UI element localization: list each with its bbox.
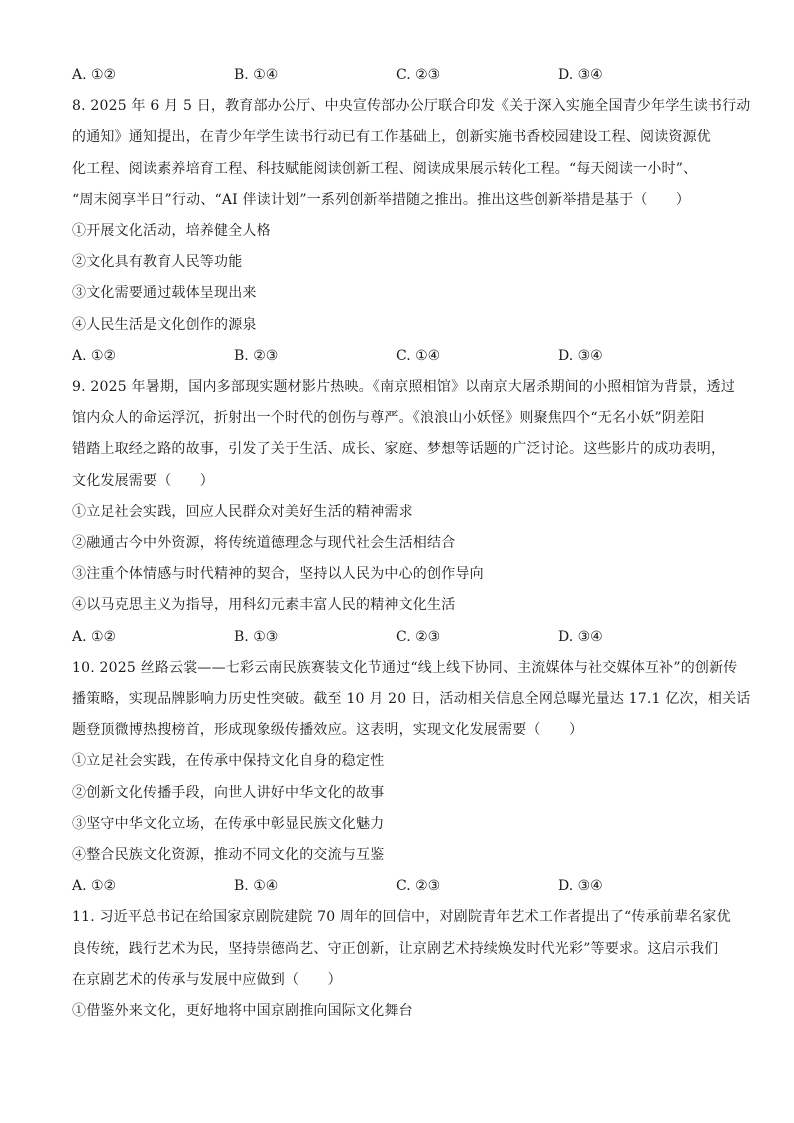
q10-stem-line: 10. 2025 丝路云裳——七彩云南民族赛装文化节通过“线上线下协同、主流媒体与社交媒体互补”的创新传 — [72, 659, 738, 676]
q8-stem-line: 化工程、阅读素养培育工程、科技赋能阅读创新工程、阅读成果展示转化工程。“每天阅读一小时”、 — [72, 160, 698, 177]
q8-statement: ①开展文化活动，培养健全人格 — [72, 223, 271, 240]
q9-stem-line: 馆内众人的命运浮沉，折射出一个时代的创伤与尊严。《浪浪山小妖怪》则聚焦四个“无名小妖”阴差阳 — [72, 410, 705, 427]
q11-stem-line: 良传统，践行艺术为民，坚持崇德尚艺、守正创新，让京剧艺术持续焕发时代光彩”等要求。这启示我们 — [72, 940, 719, 957]
question-10 — [72, 653, 751, 903]
q11-stem-line: 在京剧艺术的传承与发展中应做到（ ） — [72, 971, 342, 988]
q8-option-c[interactable]: C. ①④ — [396, 347, 441, 364]
q10-statement: ①立足社会实践，在传承中保持文化自身的稳定性 — [72, 753, 385, 770]
q9-option-d[interactable]: D. ③④ — [558, 628, 603, 645]
q8-options — [72, 341, 732, 372]
q10-statement: ④整合民族文化资源，推动不同文化的交流与互鉴 — [72, 847, 385, 864]
q9-option-a[interactable]: A. ①② — [72, 628, 117, 645]
q7-options — [72, 60, 732, 91]
q9-stem-line: 9. 2025 年暑期，国内多部现实题材影片热映。《南京照相馆》以南京大屠杀期间的小照相馆为背景，透过 — [72, 379, 736, 396]
q10-option-a[interactable]: A. ①② — [72, 878, 117, 895]
q8-statement: ②文化具有教育人民等功能 — [72, 254, 243, 271]
q8-option-d[interactable]: D. ③④ — [558, 347, 603, 364]
q7-option-b[interactable]: B. ①④ — [234, 67, 279, 83]
q9-option-c[interactable]: C. ②③ — [396, 628, 441, 645]
q10-option-c[interactable]: C. ②③ — [396, 878, 441, 895]
q10-option-d[interactable]: D. ③④ — [558, 878, 603, 895]
q8-option-a[interactable]: A. ①② — [72, 347, 117, 364]
q10-stem-line: 播策略，实现品牌影响力历史性突破。截至 10 月 20 日，活动相关信息全网总曝光量达 17.1 亿次，相关话 — [72, 691, 751, 708]
q8-stem-line: 8. 2025 年 6 月 5 日，教育部办公厅、中央宣传部办公厅联合印发《关于深入实施全国青少年学生读书行动 — [72, 98, 751, 115]
q9-statement: ④以马克思主义为指导，用科幻元素丰富人民的精神文化生活 — [72, 597, 456, 614]
q10-option-b[interactable]: B. ①④ — [234, 878, 279, 895]
q10-stem-line: 题登顶微博热搜榜首，形成现象级传播效应。这表明，实现文化发展需要（ ） — [72, 722, 584, 739]
q11-statement: ①借鉴外来文化，更好地将中国京剧推向国际文化舞台 — [72, 1003, 413, 1020]
q9-options — [72, 622, 732, 653]
q7-option-a[interactable]: A. ①② — [72, 67, 117, 83]
question-11 — [72, 902, 732, 1027]
q10-statement: ③坚守中华文化立场，在传承中彰显民族文化魅力 — [72, 815, 385, 832]
q8-statement: ④人民生活是文化创作的源泉 — [72, 316, 257, 333]
q9-stem-line: 文化发展需要（ ） — [72, 472, 214, 489]
q9-statement: ③注重个体情感与时代精神的契合，坚持以人民为中心的创作导向 — [72, 566, 484, 583]
q10-options — [72, 871, 732, 902]
q8-statement: ③文化需要通过载体呈现出来 — [72, 285, 257, 302]
q7-option-c[interactable]: C. ②③ — [396, 67, 441, 83]
q11-stem-line: 11. 习近平总书记在给国家京剧院建院 70 周年的回信中，对剧院青年艺术工作者提出了“传承前辈名家优 — [72, 909, 731, 926]
q10-statement: ②创新文化传播手段，向世人讲好中华文化的故事 — [72, 784, 385, 801]
q9-statement: ①立足社会实践，回应人民群众对美好生活的精神需求 — [72, 503, 413, 520]
q9-option-b[interactable]: B. ①③ — [234, 628, 279, 645]
question-9 — [72, 372, 736, 653]
q9-stem-line: 错踏上取经之路的故事，引发了关于生活、成长、家庭、梦想等话题的广泛讨论。这些影片的成功表明， — [72, 441, 726, 458]
exam-page — [72, 60, 751, 1027]
q8-stem-line: “周末阅享半日”行动、“AI 伴读计划”一系列创新举措随之推出。推出这些创新举措是基于（ ） — [72, 191, 691, 208]
q8-option-b[interactable]: B. ②③ — [234, 347, 279, 364]
q8-stem-line: 的通知》通知提出，在青少年学生读书行动已有工作基础上，创新实施书香校园建设工程、阅读资源优 — [72, 129, 711, 146]
q9-statement: ②融通古今中外资源，将传统道德理念与现代社会生活相结合 — [72, 535, 456, 552]
question-8 — [72, 91, 751, 372]
q7-option-d[interactable]: D. ③④ — [558, 67, 603, 83]
